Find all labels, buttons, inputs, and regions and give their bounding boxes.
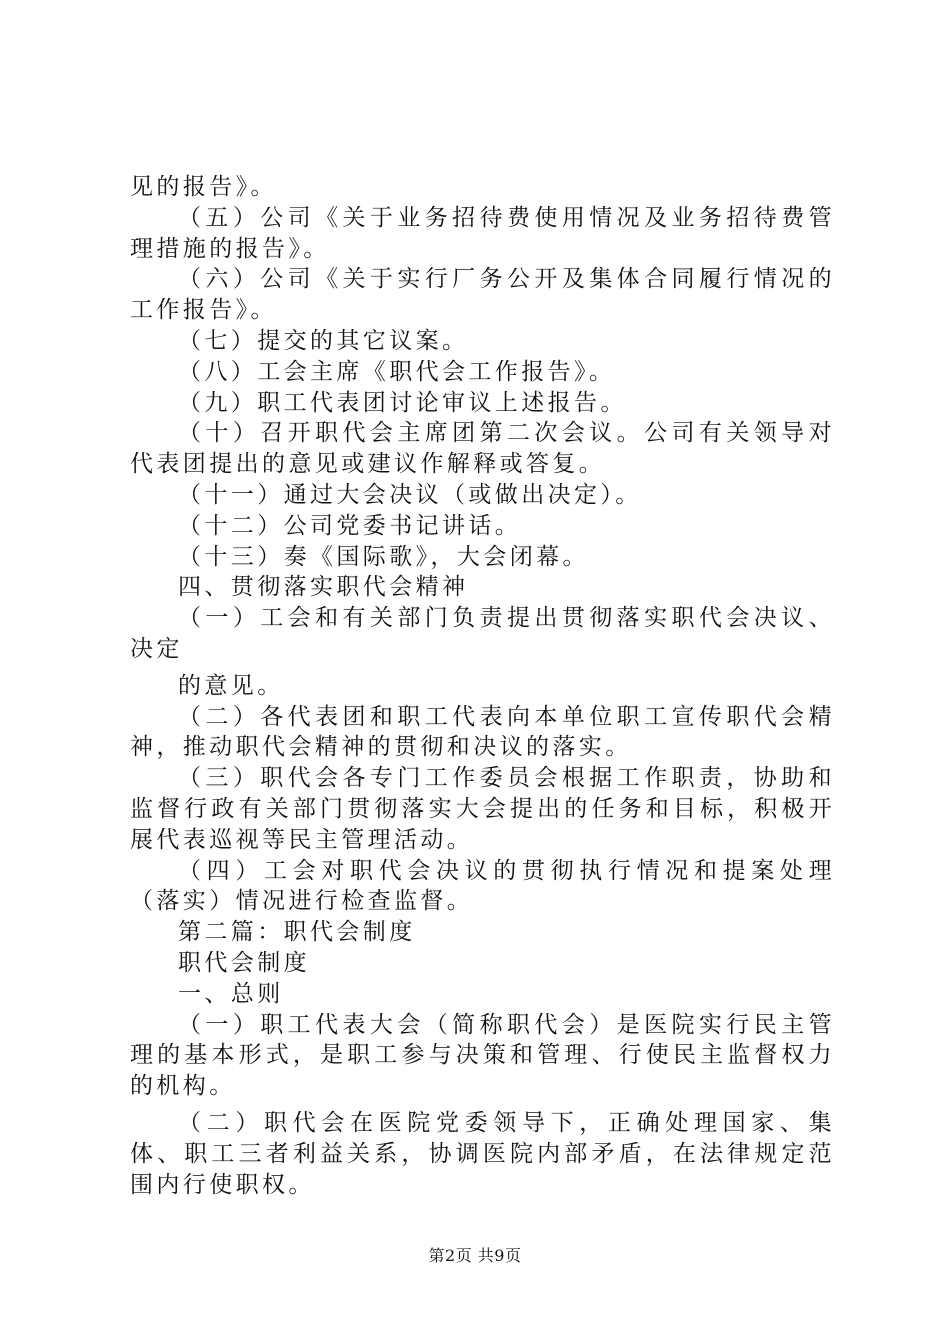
paragraph-11: （一）工会和有关部门负责提出贯彻落实职代会决议、决定 — [130, 605, 835, 662]
paragraph-9: （十三）奏《国际歌》，大会闭幕。 — [178, 543, 589, 570]
paragraph-1: （五）公司《关于业务招待费使用情况及业务招待费管理措施的报告》。 — [130, 204, 835, 262]
paragraph-3: （七）提交的其它议案。 — [178, 327, 469, 354]
section-heading-1: 一、总则 — [178, 980, 284, 1007]
document-body — [130, 172, 835, 1200]
paragraph-5: （九）职工代表团讨论审议上述报告。 — [178, 389, 627, 416]
paragraph-20: （二）职代会在医院党委领导下，正确处理国家、集体、职工三者利益关系，协调医院内部矛盾，在法律规定范围内行使职权。 — [130, 1109, 835, 1198]
chapter-heading: 第二篇：职代会制度 — [178, 919, 416, 946]
paragraph-7: （十一）通过大会决议（或做出决定）。 — [178, 481, 642, 508]
paragraph-14: （三）职代会各专门工作委员会根据工作职责，协助和监督行政有关部门贯彻落实大会提出的任务和目标，积极开展代表巡视等民主管理活动。 — [130, 765, 835, 853]
paragraph-19: （一）职工代表大会（简称职代会）是医院实行民主管理的基本形式，是职工参与决策和管理、行使民主监督权力的机构。 — [130, 1011, 835, 1100]
page-number-footer: 第2页 共9页 — [428, 1246, 522, 1265]
paragraph-2: （六）公司《关于实行厂务公开及集体合同履行情况的工作报告》。 — [130, 266, 835, 324]
paragraph-0: 见的报告》。 — [130, 174, 277, 200]
paragraph-12: 的意见。 — [178, 672, 284, 699]
paragraph-13: （二）各代表团和职工代表向本单位职工宣传职代会精神，推动职代会精神的贯彻和决议的落实。 — [130, 703, 835, 761]
paragraph-4: （八）工会主席《职代会工作报告》。 — [178, 358, 616, 385]
paragraph-15: （四）工会对职代会决议的贯彻执行情况和提案处理（落实）情况进行检查监督。 — [130, 857, 835, 915]
section-heading-4: 四、贯彻落实职代会精神 — [178, 574, 469, 601]
chapter-title: 职代会制度 — [178, 949, 310, 976]
paragraph-6: （十）召开职代会主席团第二次会议。公司有关领导对代表团提出的意见或建议作解释或答复。 — [130, 420, 835, 478]
paragraph-8: （十二）公司党委书记讲话。 — [178, 512, 522, 539]
